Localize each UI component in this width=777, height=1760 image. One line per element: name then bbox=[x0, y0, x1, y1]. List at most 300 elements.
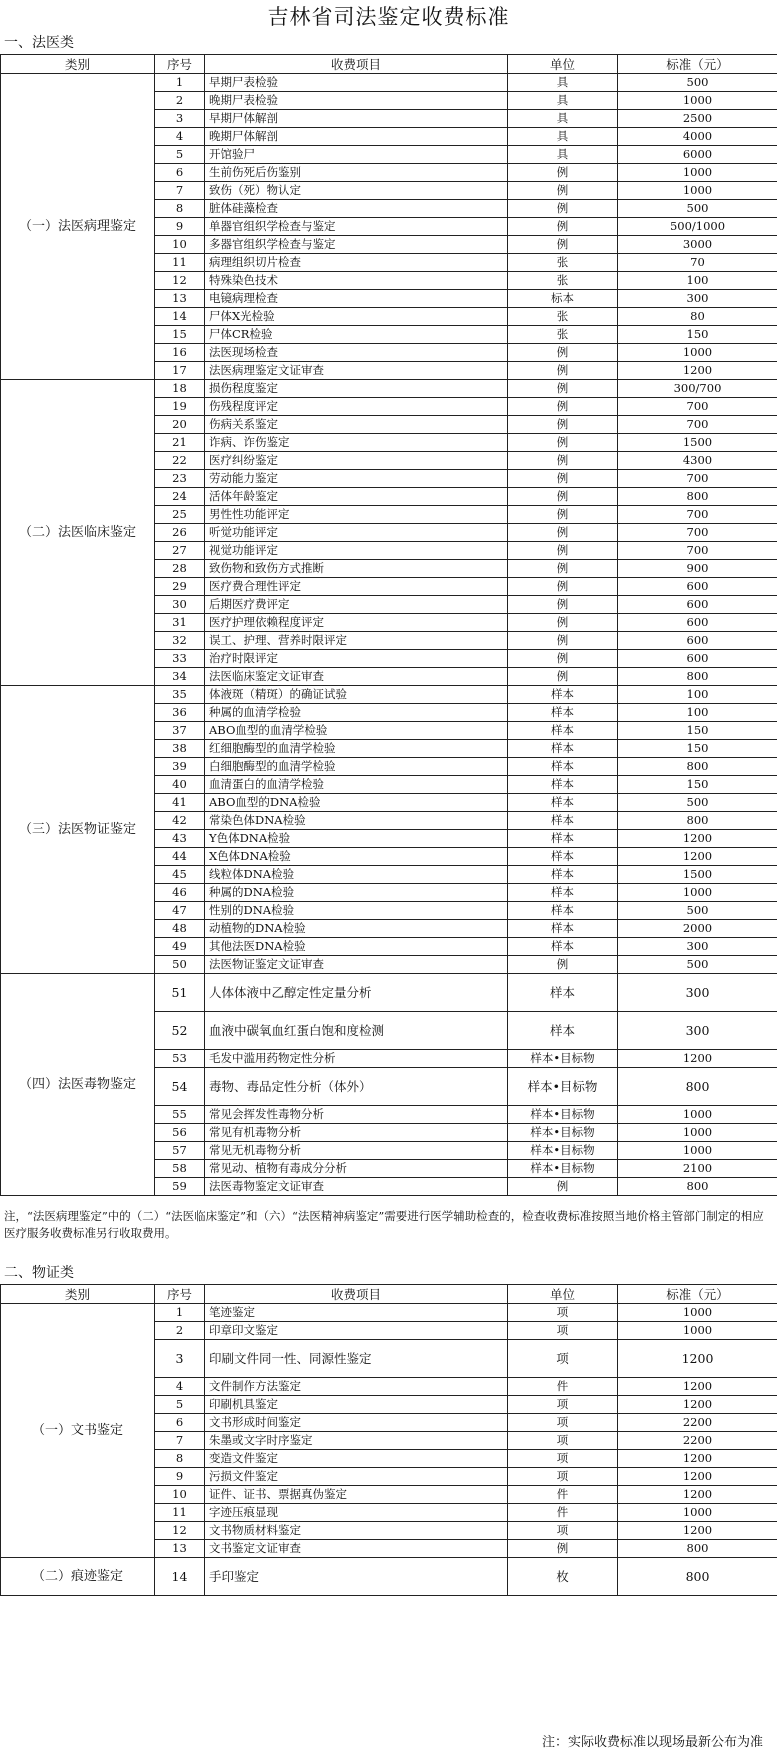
fee-item: X色体DNA检验 bbox=[205, 848, 508, 866]
unit: 样本 bbox=[508, 758, 618, 776]
fee-item: 医疗纠纷鉴定 bbox=[205, 452, 508, 470]
fee-standard: 80 bbox=[618, 308, 777, 326]
row-number: 6 bbox=[155, 1414, 205, 1432]
fee-standard: 800 bbox=[618, 1068, 777, 1106]
unit: 例 bbox=[508, 398, 618, 416]
fee-standard: 700 bbox=[618, 524, 777, 542]
header-number: 序号 bbox=[155, 1285, 205, 1304]
fee-standard: 800 bbox=[618, 1178, 777, 1196]
header-category: 类别 bbox=[1, 1285, 155, 1304]
fee-standard: 1000 bbox=[618, 1322, 777, 1340]
row-number: 23 bbox=[155, 470, 205, 488]
fee-item: 生前伤死后伤鉴别 bbox=[205, 164, 508, 182]
fee-standard: 150 bbox=[618, 776, 777, 794]
fee-item: 晚期尸表检验 bbox=[205, 92, 508, 110]
unit: 样本 bbox=[508, 884, 618, 902]
table-row bbox=[1, 1304, 777, 1322]
fee-item: 人体体液中乙醇定性定量分析 bbox=[205, 974, 508, 1012]
row-number: 12 bbox=[155, 1522, 205, 1540]
fee-standard: 700 bbox=[618, 416, 777, 434]
fee-item: 医疗费合理性评定 bbox=[205, 578, 508, 596]
row-number: 9 bbox=[155, 1468, 205, 1486]
category-cell: （二）法医临床鉴定 bbox=[1, 380, 155, 686]
unit: 例 bbox=[508, 380, 618, 398]
fee-item: 晚期尸体解剖 bbox=[205, 128, 508, 146]
fee-standard: 600 bbox=[618, 650, 777, 668]
unit: 样本 bbox=[508, 794, 618, 812]
row-number: 41 bbox=[155, 794, 205, 812]
unit: 样本•目标物 bbox=[508, 1050, 618, 1068]
unit: 例 bbox=[508, 236, 618, 254]
fee-item: 印刷机具鉴定 bbox=[205, 1396, 508, 1414]
fee-standard: 2200 bbox=[618, 1432, 777, 1450]
unit: 样本 bbox=[508, 1012, 618, 1050]
fee-item: 血液中碳氧血红蛋白饱和度检测 bbox=[205, 1012, 508, 1050]
unit: 具 bbox=[508, 110, 618, 128]
unit: 枚 bbox=[508, 1558, 618, 1596]
fee-item: 致伤物和致伤方式推断 bbox=[205, 560, 508, 578]
category-cell: （二）痕迹鉴定 bbox=[1, 1558, 155, 1596]
category-cell: （一）文书鉴定 bbox=[1, 1304, 155, 1558]
fee-item: 电镜病理检查 bbox=[205, 290, 508, 308]
unit: 例 bbox=[508, 632, 618, 650]
fee-standard: 2500 bbox=[618, 110, 777, 128]
unit: 例 bbox=[508, 164, 618, 182]
fee-item: 法医临床鉴定文证审查 bbox=[205, 668, 508, 686]
unit: 张 bbox=[508, 308, 618, 326]
unit: 样本 bbox=[508, 722, 618, 740]
unit: 具 bbox=[508, 92, 618, 110]
fee-standard: 800 bbox=[618, 1540, 777, 1558]
unit: 项 bbox=[508, 1414, 618, 1432]
row-number: 51 bbox=[155, 974, 205, 1012]
fee-item: 特殊染色技术 bbox=[205, 272, 508, 290]
fee-item: 治疗时限评定 bbox=[205, 650, 508, 668]
fee-standard: 1000 bbox=[618, 1504, 777, 1522]
row-number: 54 bbox=[155, 1068, 205, 1106]
header-standard: 标准（元） bbox=[618, 55, 777, 74]
row-number: 3 bbox=[155, 1340, 205, 1378]
unit: 例 bbox=[508, 434, 618, 452]
row-number: 14 bbox=[155, 1558, 205, 1596]
table-header-row bbox=[1, 1285, 777, 1304]
unit: 项 bbox=[508, 1468, 618, 1486]
fee-item: ABO血型的血清学检验 bbox=[205, 722, 508, 740]
fee-standard: 500 bbox=[618, 200, 777, 218]
fee-standard: 4000 bbox=[618, 128, 777, 146]
table-row bbox=[1, 74, 777, 92]
row-number: 46 bbox=[155, 884, 205, 902]
unit: 样本 bbox=[508, 686, 618, 704]
row-number: 7 bbox=[155, 182, 205, 200]
row-number: 49 bbox=[155, 938, 205, 956]
fee-standard: 1200 bbox=[618, 1050, 777, 1068]
fee-item: 听觉功能评定 bbox=[205, 524, 508, 542]
row-number: 19 bbox=[155, 398, 205, 416]
fee-standard: 150 bbox=[618, 740, 777, 758]
table-row bbox=[1, 1558, 777, 1596]
fee-item: 活体年龄鉴定 bbox=[205, 488, 508, 506]
row-number: 7 bbox=[155, 1432, 205, 1450]
unit: 样本 bbox=[508, 902, 618, 920]
fee-standard: 600 bbox=[618, 614, 777, 632]
row-number: 45 bbox=[155, 866, 205, 884]
unit: 样本 bbox=[508, 704, 618, 722]
fee-standard: 1000 bbox=[618, 1304, 777, 1322]
header-item: 收费项目 bbox=[205, 55, 508, 74]
fee-item: 致伤（死）物认定 bbox=[205, 182, 508, 200]
fee-item: 常见会挥发性毒物分析 bbox=[205, 1106, 508, 1124]
unit: 样本•目标物 bbox=[508, 1124, 618, 1142]
fee-standard: 500 bbox=[618, 794, 777, 812]
row-number: 43 bbox=[155, 830, 205, 848]
row-number: 16 bbox=[155, 344, 205, 362]
row-number: 40 bbox=[155, 776, 205, 794]
fee-standard: 700 bbox=[618, 398, 777, 416]
fee-item: 体液斑（精斑）的确证试验 bbox=[205, 686, 508, 704]
table-row bbox=[1, 686, 777, 704]
unit: 张 bbox=[508, 254, 618, 272]
fee-item: 红细胞酶型的血清学检验 bbox=[205, 740, 508, 758]
fee-standard: 800 bbox=[618, 668, 777, 686]
row-number: 53 bbox=[155, 1050, 205, 1068]
fee-standard: 100 bbox=[618, 686, 777, 704]
table-row bbox=[1, 380, 777, 398]
fee-item: 尸体X光检验 bbox=[205, 308, 508, 326]
row-number: 10 bbox=[155, 236, 205, 254]
fee-standard: 4300 bbox=[618, 452, 777, 470]
fee-standard: 1200 bbox=[618, 830, 777, 848]
fee-item: 常染色体DNA检验 bbox=[205, 812, 508, 830]
fee-item: 印刷文件同一性、同源性鉴定 bbox=[205, 1340, 508, 1378]
fee-standard: 1200 bbox=[618, 1468, 777, 1486]
unit: 标本 bbox=[508, 290, 618, 308]
row-number: 50 bbox=[155, 956, 205, 974]
header-category: 类别 bbox=[1, 55, 155, 74]
fee-item: 劳动能力鉴定 bbox=[205, 470, 508, 488]
row-number: 8 bbox=[155, 200, 205, 218]
fee-standard: 800 bbox=[618, 758, 777, 776]
row-number: 26 bbox=[155, 524, 205, 542]
unit: 例 bbox=[508, 506, 618, 524]
unit: 样本 bbox=[508, 866, 618, 884]
fee-standard: 100 bbox=[618, 272, 777, 290]
unit: 例 bbox=[508, 542, 618, 560]
row-number: 13 bbox=[155, 1540, 205, 1558]
unit: 样本•目标物 bbox=[508, 1142, 618, 1160]
fee-standard: 700 bbox=[618, 542, 777, 560]
unit: 具 bbox=[508, 146, 618, 164]
fee-item: 文书鉴定文证审查 bbox=[205, 1540, 508, 1558]
row-number: 10 bbox=[155, 1486, 205, 1504]
fee-item: 法医毒物鉴定文证审查 bbox=[205, 1178, 508, 1196]
row-number: 52 bbox=[155, 1012, 205, 1050]
unit: 例 bbox=[508, 218, 618, 236]
unit: 项 bbox=[508, 1432, 618, 1450]
row-number: 24 bbox=[155, 488, 205, 506]
fee-standard: 100 bbox=[618, 704, 777, 722]
unit: 具 bbox=[508, 74, 618, 92]
fee-item: 证件、证书、票据真伪鉴定 bbox=[205, 1486, 508, 1504]
fee-standard: 300 bbox=[618, 938, 777, 956]
fee-item: 文书物质材料鉴定 bbox=[205, 1522, 508, 1540]
fee-item: 伤残程度评定 bbox=[205, 398, 508, 416]
fee-item: 毒物、毒品定性分析（体外） bbox=[205, 1068, 508, 1106]
fee-standard: 1200 bbox=[618, 1450, 777, 1468]
fee-standard: 6000 bbox=[618, 146, 777, 164]
fee-standard: 1000 bbox=[618, 182, 777, 200]
unit: 样本•目标物 bbox=[508, 1106, 618, 1124]
fee-item: 文书形成时间鉴定 bbox=[205, 1414, 508, 1432]
fee-standard: 500 bbox=[618, 74, 777, 92]
row-number: 22 bbox=[155, 452, 205, 470]
unit: 例 bbox=[508, 614, 618, 632]
category-cell: （三）法医物证鉴定 bbox=[1, 686, 155, 974]
fee-standard: 150 bbox=[618, 722, 777, 740]
row-number: 59 bbox=[155, 1178, 205, 1196]
unit: 张 bbox=[508, 326, 618, 344]
unit: 项 bbox=[508, 1340, 618, 1378]
fee-standard: 900 bbox=[618, 560, 777, 578]
row-number: 5 bbox=[155, 1396, 205, 1414]
section-heading-physical-evidence: 二、物证类 bbox=[4, 1265, 74, 1281]
row-number: 32 bbox=[155, 632, 205, 650]
unit: 例 bbox=[508, 200, 618, 218]
fee-standard: 500/1000 bbox=[618, 218, 777, 236]
fee-item: 开馆验尸 bbox=[205, 146, 508, 164]
fee-item: 字迹压痕显现 bbox=[205, 1504, 508, 1522]
row-number: 12 bbox=[155, 272, 205, 290]
table-row bbox=[1, 974, 777, 1012]
fee-standard: 300 bbox=[618, 1012, 777, 1050]
unit: 样本 bbox=[508, 830, 618, 848]
row-number: 9 bbox=[155, 218, 205, 236]
row-number: 18 bbox=[155, 380, 205, 398]
row-number: 25 bbox=[155, 506, 205, 524]
fee-item: 常见无机毒物分析 bbox=[205, 1142, 508, 1160]
fee-standard: 700 bbox=[618, 506, 777, 524]
row-number: 35 bbox=[155, 686, 205, 704]
fee-standard: 70 bbox=[618, 254, 777, 272]
fee-standard: 1000 bbox=[618, 344, 777, 362]
row-number: 34 bbox=[155, 668, 205, 686]
unit: 项 bbox=[508, 1304, 618, 1322]
unit: 例 bbox=[508, 524, 618, 542]
unit: 例 bbox=[508, 596, 618, 614]
unit: 样本•目标物 bbox=[508, 1160, 618, 1178]
fee-item: 变造文件鉴定 bbox=[205, 1450, 508, 1468]
unit: 具 bbox=[508, 128, 618, 146]
fee-standard: 1200 bbox=[618, 1522, 777, 1540]
fee-standard: 1000 bbox=[618, 1106, 777, 1124]
unit: 例 bbox=[508, 416, 618, 434]
fee-item: 早期尸体解剖 bbox=[205, 110, 508, 128]
table-header-row bbox=[1, 55, 777, 74]
fee-item: 毛发中滥用药物定性分析 bbox=[205, 1050, 508, 1068]
row-number: 2 bbox=[155, 92, 205, 110]
fee-standard: 2200 bbox=[618, 1414, 777, 1432]
row-number: 3 bbox=[155, 110, 205, 128]
fee-item: 常见动、植物有毒成分分析 bbox=[205, 1160, 508, 1178]
row-number: 27 bbox=[155, 542, 205, 560]
fee-item: ABO血型的DNA检验 bbox=[205, 794, 508, 812]
row-number: 30 bbox=[155, 596, 205, 614]
fee-item: 血清蛋白的血清学检验 bbox=[205, 776, 508, 794]
fee-standard: 600 bbox=[618, 596, 777, 614]
row-number: 47 bbox=[155, 902, 205, 920]
fee-item: 种属的DNA检验 bbox=[205, 884, 508, 902]
fee-item: 法医病理鉴定文证审查 bbox=[205, 362, 508, 380]
row-number: 2 bbox=[155, 1322, 205, 1340]
header-standard: 标准（元） bbox=[618, 1285, 777, 1304]
fee-standard: 2100 bbox=[618, 1160, 777, 1178]
category-cell: （一）法医病理鉴定 bbox=[1, 74, 155, 380]
fee-standard: 800 bbox=[618, 1558, 777, 1596]
fee-standard: 800 bbox=[618, 812, 777, 830]
unit: 例 bbox=[508, 470, 618, 488]
fee-item: 法医物证鉴定文证审查 bbox=[205, 956, 508, 974]
row-number: 6 bbox=[155, 164, 205, 182]
fee-item: 线粒体DNA检验 bbox=[205, 866, 508, 884]
unit: 例 bbox=[508, 560, 618, 578]
fee-standard: 1000 bbox=[618, 884, 777, 902]
unit: 件 bbox=[508, 1504, 618, 1522]
fee-standard: 1000 bbox=[618, 1142, 777, 1160]
row-number: 38 bbox=[155, 740, 205, 758]
unit: 样本 bbox=[508, 740, 618, 758]
row-number: 48 bbox=[155, 920, 205, 938]
row-number: 14 bbox=[155, 308, 205, 326]
fee-standard: 3000 bbox=[618, 236, 777, 254]
fee-item: 男性性功能评定 bbox=[205, 506, 508, 524]
footnote: 注：实际收费标准以现场最新公布为准 bbox=[541, 1735, 763, 1750]
fee-standard: 600 bbox=[618, 632, 777, 650]
row-number: 11 bbox=[155, 254, 205, 272]
unit: 件 bbox=[508, 1486, 618, 1504]
fee-item: 法医现场检查 bbox=[205, 344, 508, 362]
unit: 项 bbox=[508, 1522, 618, 1540]
fee-item: 早期尸表检验 bbox=[205, 74, 508, 92]
row-number: 36 bbox=[155, 704, 205, 722]
fee-standard: 1000 bbox=[618, 92, 777, 110]
fee-item: 种属的血清学检验 bbox=[205, 704, 508, 722]
unit: 例 bbox=[508, 956, 618, 974]
category-cell: （四）法医毒物鉴定 bbox=[1, 974, 155, 1196]
fee-standard: 500 bbox=[618, 902, 777, 920]
fee-item: 脏体硅藻检查 bbox=[205, 200, 508, 218]
row-number: 5 bbox=[155, 146, 205, 164]
fee-item: 视觉功能评定 bbox=[205, 542, 508, 560]
row-number: 4 bbox=[155, 1378, 205, 1396]
fee-standard: 300 bbox=[618, 290, 777, 308]
fee-item: 误工、护理、营养时限评定 bbox=[205, 632, 508, 650]
row-number: 1 bbox=[155, 74, 205, 92]
fee-standard: 1200 bbox=[618, 848, 777, 866]
unit: 例 bbox=[508, 452, 618, 470]
row-number: 57 bbox=[155, 1142, 205, 1160]
fee-standard: 300/700 bbox=[618, 380, 777, 398]
unit: 件 bbox=[508, 1378, 618, 1396]
fee-item: 后期医疗费评定 bbox=[205, 596, 508, 614]
note-text: 注，“法医病理鉴定”中的（二）“法医临床鉴定”和（六）“法医精神病鉴定”需要进行医学辅助检查的，检查收费标准按照当地价格主管部门制定的相应医疗服务收费标准另行收取费用。 bbox=[4, 1209, 764, 1240]
page-title: 吉林省司法鉴定收费标准 bbox=[267, 5, 510, 29]
unit: 样本 bbox=[508, 974, 618, 1012]
fee-standard: 700 bbox=[618, 470, 777, 488]
fee-standard: 1200 bbox=[618, 1486, 777, 1504]
fee-item: 动植物的DNA检验 bbox=[205, 920, 508, 938]
unit: 例 bbox=[508, 578, 618, 596]
row-number: 39 bbox=[155, 758, 205, 776]
fee-standard: 800 bbox=[618, 488, 777, 506]
fee-item: 污损文件鉴定 bbox=[205, 1468, 508, 1486]
row-number: 17 bbox=[155, 362, 205, 380]
fee-standard: 500 bbox=[618, 956, 777, 974]
fee-standard: 1200 bbox=[618, 1378, 777, 1396]
fee-standard: 600 bbox=[618, 578, 777, 596]
unit: 例 bbox=[508, 344, 618, 362]
fee-item: 手印鉴定 bbox=[205, 1558, 508, 1596]
fee-item: 医疗护理依赖程度评定 bbox=[205, 614, 508, 632]
unit: 项 bbox=[508, 1450, 618, 1468]
section-heading-forensic-medicine: 一、法医类 bbox=[4, 35, 74, 51]
row-number: 15 bbox=[155, 326, 205, 344]
fee-item: 白细胞酶型的血清学检验 bbox=[205, 758, 508, 776]
unit: 例 bbox=[508, 668, 618, 686]
fee-standard: 1200 bbox=[618, 1396, 777, 1414]
row-number: 44 bbox=[155, 848, 205, 866]
row-number: 56 bbox=[155, 1124, 205, 1142]
forensic-medicine-fee-table bbox=[0, 54, 777, 1196]
unit: 样本 bbox=[508, 938, 618, 956]
fee-item: 文件制作方法鉴定 bbox=[205, 1378, 508, 1396]
unit: 项 bbox=[508, 1396, 618, 1414]
unit: 例 bbox=[508, 1178, 618, 1196]
header-unit: 单位 bbox=[508, 55, 618, 74]
fee-item: Y色体DNA检验 bbox=[205, 830, 508, 848]
row-number: 55 bbox=[155, 1106, 205, 1124]
fee-standard: 300 bbox=[618, 974, 777, 1012]
fee-item: 损伤程度鉴定 bbox=[205, 380, 508, 398]
row-number: 28 bbox=[155, 560, 205, 578]
fee-item: 常见有机毒物分析 bbox=[205, 1124, 508, 1142]
unit: 样本 bbox=[508, 848, 618, 866]
fee-standard: 150 bbox=[618, 326, 777, 344]
fee-item: 单器官组织学检查与鉴定 bbox=[205, 218, 508, 236]
row-number: 31 bbox=[155, 614, 205, 632]
unit: 样本 bbox=[508, 920, 618, 938]
row-number: 11 bbox=[155, 1504, 205, 1522]
fee-item: 多器官组织学检查与鉴定 bbox=[205, 236, 508, 254]
fee-item: 性别的DNA检验 bbox=[205, 902, 508, 920]
row-number: 21 bbox=[155, 434, 205, 452]
fee-standard: 1000 bbox=[618, 164, 777, 182]
unit: 例 bbox=[508, 1540, 618, 1558]
fee-standard: 1200 bbox=[618, 362, 777, 380]
unit: 样本•目标物 bbox=[508, 1068, 618, 1106]
row-number: 20 bbox=[155, 416, 205, 434]
row-number: 42 bbox=[155, 812, 205, 830]
fee-item: 朱墨或文字时序鉴定 bbox=[205, 1432, 508, 1450]
row-number: 58 bbox=[155, 1160, 205, 1178]
fee-standard: 2000 bbox=[618, 920, 777, 938]
fee-item: 印章印文鉴定 bbox=[205, 1322, 508, 1340]
unit: 样本 bbox=[508, 776, 618, 794]
header-number: 序号 bbox=[155, 55, 205, 74]
fee-item: 其他法医DNA检验 bbox=[205, 938, 508, 956]
unit: 张 bbox=[508, 272, 618, 290]
header-unit: 单位 bbox=[508, 1285, 618, 1304]
physical-evidence-fee-table bbox=[0, 1284, 777, 1596]
